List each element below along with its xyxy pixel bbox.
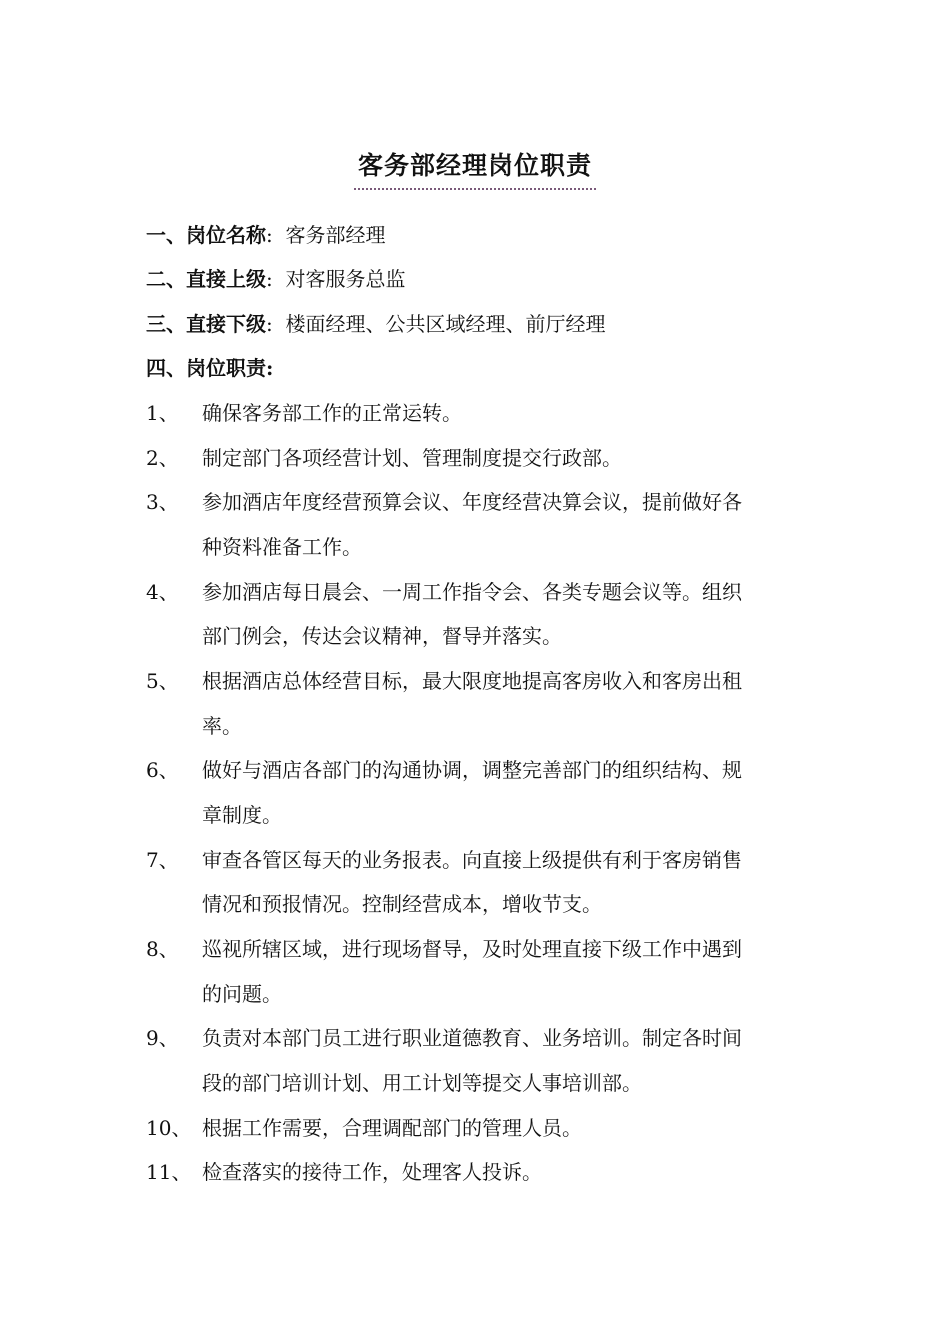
duty-text: 参加酒店每日晨会、一周工作指令会、各类专题会议等。组织 xyxy=(202,580,742,604)
duty-text: 做好与酒店各部门的沟通协调，调整完善部门的组织结构、规 xyxy=(202,758,742,782)
document-title xyxy=(0,146,950,190)
duty-text: 根据工作需要，合理调配部门的管理人员。 xyxy=(202,1116,582,1140)
duty-text: 检查落实的接待工作，处理客人投诉。 xyxy=(202,1160,542,1184)
section-label: 二、直接上级 xyxy=(146,267,266,291)
section-label: 一、岗位名称 xyxy=(146,223,266,247)
duty-text-continued: 的问题。 xyxy=(202,982,282,1006)
duty-number: 11、 xyxy=(146,1160,192,1184)
section-direct-subordinates xyxy=(146,309,605,339)
duty-number: 5、 xyxy=(146,669,179,693)
duty-number: 6、 xyxy=(146,758,179,782)
duty-text: 参加酒店年度经营预算会议、年度经营决算会议，提前做好各 xyxy=(202,490,742,514)
duty-text: 制定部门各项经营计划、管理制度提交行政部。 xyxy=(202,446,622,470)
section-label: 四、岗位职责: xyxy=(146,356,274,380)
duty-item xyxy=(146,1113,582,1143)
duty-text: 审查各管区每天的业务报表。向直接上级提供有利于客房销售 xyxy=(202,848,742,872)
duty-item xyxy=(146,666,742,696)
duty-text-continued: 率。 xyxy=(202,714,242,738)
duty-item xyxy=(146,487,742,517)
duty-text: 巡视所辖区域，进行现场督导，及时处理直接下级工作中遇到 xyxy=(202,937,742,961)
duty-number: 9、 xyxy=(146,1026,179,1050)
section-value: 楼面经理、公共区域经理、前厅经理 xyxy=(285,312,606,336)
section-direct-superior xyxy=(146,264,405,294)
duty-number: 7、 xyxy=(146,848,179,872)
duty-item xyxy=(146,443,622,473)
duty-text-continued: 种资料准备工作。 xyxy=(202,535,362,559)
section-value: 对客服务总监 xyxy=(285,267,406,291)
duty-item xyxy=(146,1157,542,1187)
section-value: 客务部经理 xyxy=(285,223,386,247)
duty-text: 根据酒店总体经营目标，最大限度地提高客房收入和客房出租 xyxy=(202,669,742,693)
duty-number: 2、 xyxy=(146,446,179,470)
duty-number: 4、 xyxy=(146,580,179,604)
duty-text-continued: 部门例会，传达会议精神，督导并落实。 xyxy=(202,624,562,648)
duty-text: 负责对本部门员工进行职业道德教育、业务培训。制定各时间 xyxy=(202,1026,742,1050)
duty-text-continued: 情况和预报情况。控制经营成本，增收节支。 xyxy=(202,892,602,916)
duty-number: 8、 xyxy=(146,937,179,961)
duty-number: 10、 xyxy=(146,1116,192,1140)
duty-number: 3、 xyxy=(146,490,179,514)
duty-item xyxy=(146,1023,742,1053)
duty-text: 确保客务部工作的正常运转。 xyxy=(202,401,462,425)
title-text: 客务部经理岗位职责 xyxy=(354,146,596,190)
section-position-name xyxy=(146,220,385,250)
duty-text-continued: 段的部门培训计划、用工计划等提交人事培训部。 xyxy=(202,1071,642,1095)
duty-item xyxy=(146,577,742,607)
duty-item xyxy=(146,934,742,964)
section-colon: : xyxy=(266,223,273,247)
section-duties-heading xyxy=(146,353,273,383)
duty-item xyxy=(146,398,462,428)
section-colon: : xyxy=(266,312,273,336)
duty-number: 1、 xyxy=(146,401,179,425)
section-label: 三、直接下级 xyxy=(146,312,266,336)
section-colon: : xyxy=(266,267,273,291)
duty-item xyxy=(146,845,742,875)
duty-item xyxy=(146,755,742,785)
duty-text-continued: 章制度。 xyxy=(202,803,282,827)
